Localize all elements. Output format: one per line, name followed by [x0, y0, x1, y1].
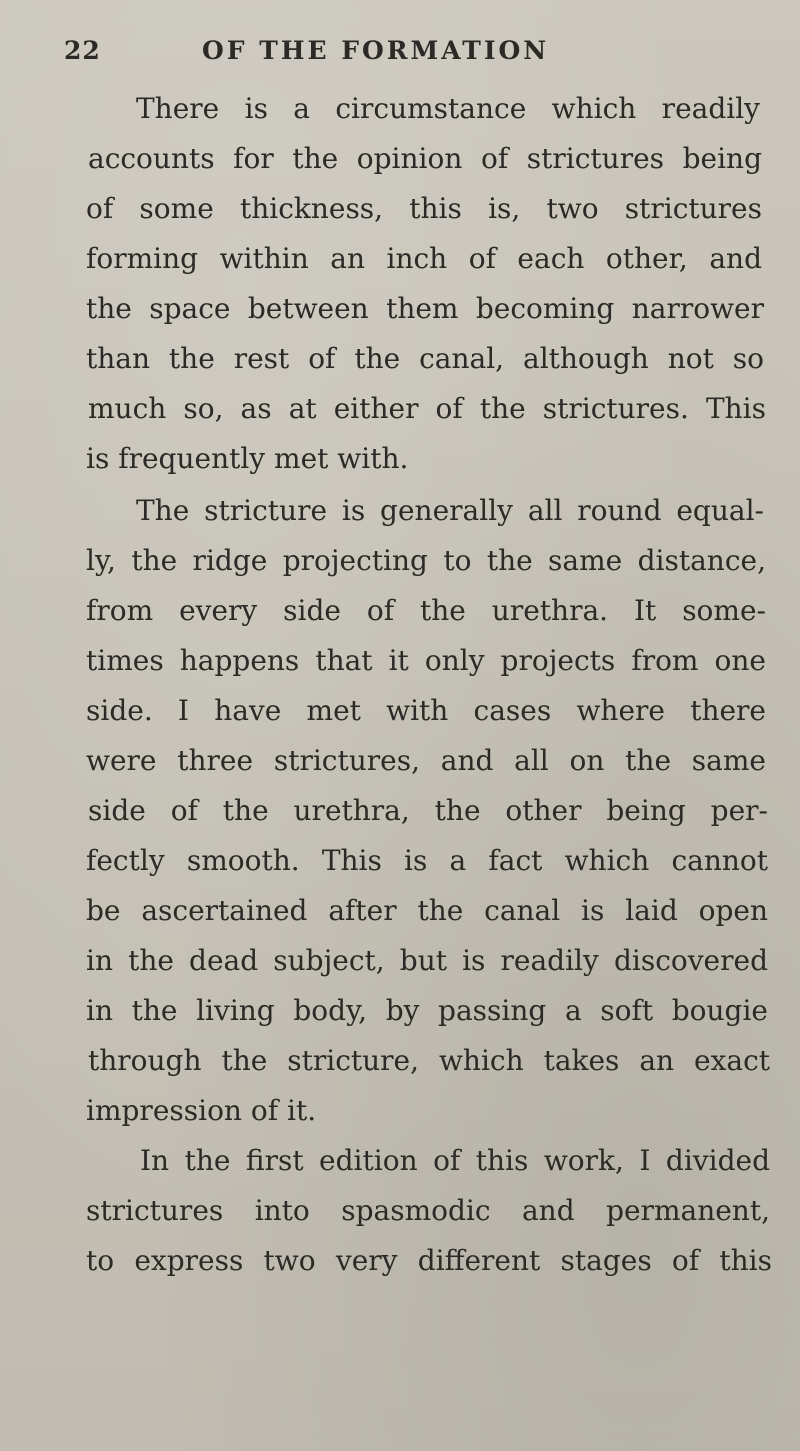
text-line: in the dead subject, but is readily discovered	[86, 944, 768, 977]
text-line: of some thickness, this is, two strictures	[86, 192, 762, 225]
text-line: through the stricture, which takes an exact	[88, 1044, 770, 1077]
text-line: strictures into spasmodic and permanent,	[86, 1194, 770, 1227]
text-line: There is a circumstance which readily	[136, 92, 760, 125]
text-line: impression of it.	[86, 1094, 317, 1127]
text-line: is frequently met with.	[86, 442, 409, 475]
text-line: side of the urethra, the other being per-	[88, 794, 768, 827]
text-line: in the living body, by passing a soft bougie	[86, 994, 768, 1027]
text-line: accounts for the opinion of strictures being	[88, 142, 762, 175]
text-line: much so, as at either of the strictures. This	[88, 392, 766, 425]
page-number: 22	[64, 36, 101, 65]
text-line: from every side of the urethra. It some-	[86, 594, 766, 627]
text-line: to express two very different stages of this	[86, 1244, 772, 1277]
text-line: The stricture is generally all round equal-	[136, 494, 764, 527]
text-line: In the first edition of this work, I divided	[140, 1144, 770, 1177]
page-header	[0, 36, 800, 70]
text-line: forming within an inch of each other, and	[86, 242, 762, 275]
text-line: side. I have met with cases where there	[86, 694, 766, 727]
text-line: fectly smooth. This is a fact which cannot	[86, 844, 768, 877]
text-line: be ascertained after the canal is laid open	[86, 894, 768, 927]
text-line: ly, the ridge projecting to the same distance,	[86, 544, 766, 577]
running-head: OF THE FORMATION	[202, 36, 550, 65]
text-line: than the rest of the canal, although not so	[86, 342, 764, 375]
text-line: times happens that it only projects from one	[86, 644, 766, 677]
text-line: the space between them becoming narrower	[86, 292, 764, 325]
text-line: were three strictures, and all on the same	[86, 744, 766, 777]
